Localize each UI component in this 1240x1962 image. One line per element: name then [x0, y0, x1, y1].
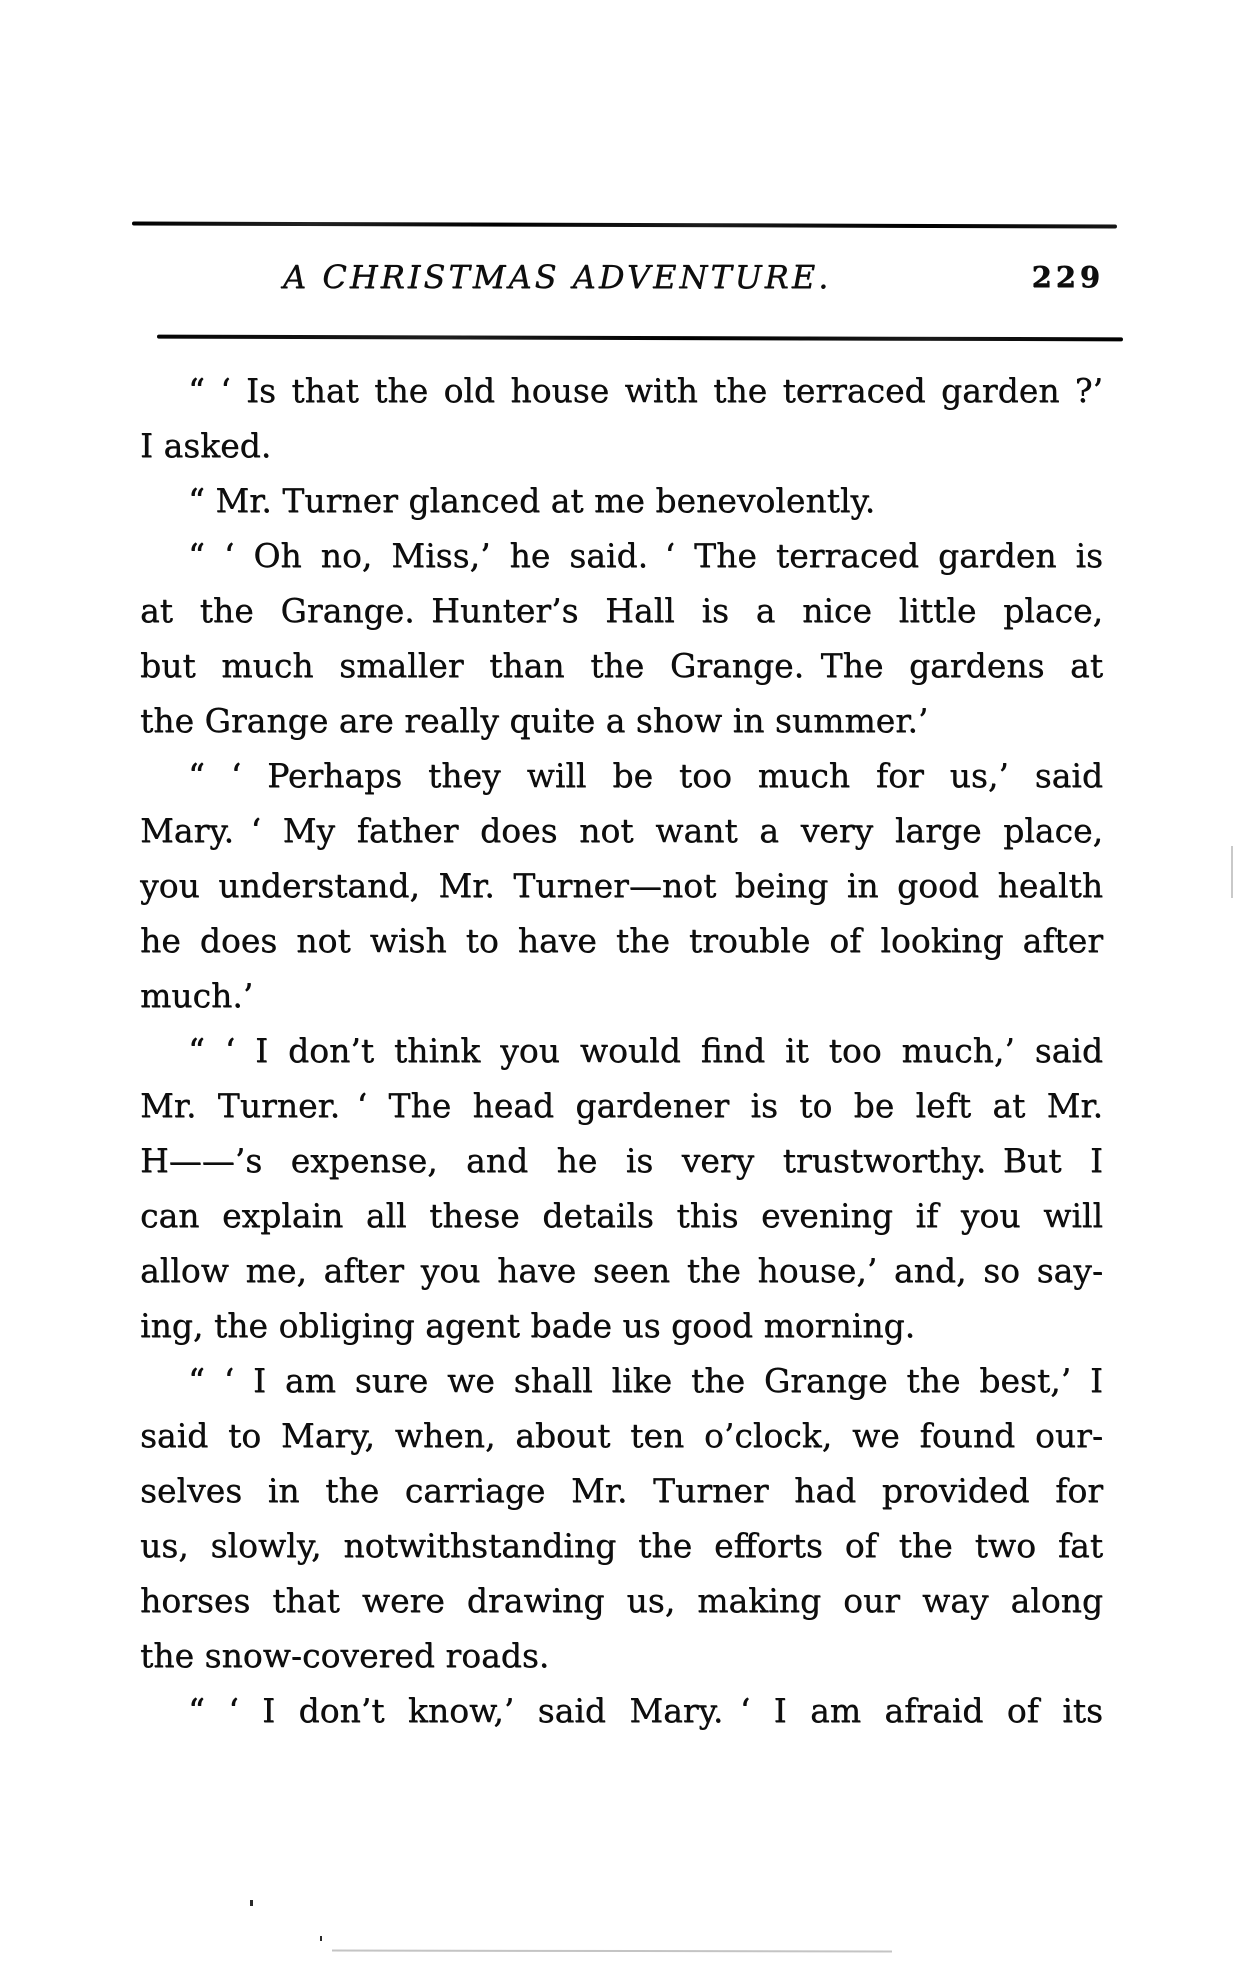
text-line: Mr. Turner. ‘ The head gardener is to be left at Mr.: [140, 1086, 1103, 1125]
text-line: can explain all these details this evening if you will: [140, 1196, 1103, 1235]
text-line: Mary. ‘ My father does not want a very large place,: [140, 811, 1103, 850]
scan-speck: [320, 1936, 322, 1941]
scan-edge-mark: [1231, 846, 1233, 898]
text-line: “ ‘ Perhaps they will be too much for us,’ said: [188, 756, 1103, 795]
text-line: the Grange are really quite a show in summer.’: [140, 701, 929, 740]
text-line: I asked.: [140, 426, 272, 465]
text-line: “ ‘ Oh no, Miss,’ he said. ‘ The terraced garden is: [188, 536, 1103, 575]
text-line: horses that were drawing us, making our way along: [140, 1581, 1103, 1620]
page-body-text: [140, 363, 1103, 1738]
header-rule-top: [132, 221, 1117, 228]
text-line: much.’: [140, 976, 254, 1015]
running-header-title: A CHRISTMAS ADVENTURE.: [283, 258, 832, 296]
text-line: “ ‘ Is that the old house with the terraced garden ?’: [188, 371, 1103, 410]
text-line: “ ‘ I am sure we shall like the Grange the best,’ I: [188, 1361, 1103, 1400]
scan-bottom-artifact: [332, 1950, 892, 1953]
text-line: us, slowly, notwithstanding the efforts of the two fat: [140, 1526, 1103, 1565]
text-line: “ ‘ I don’t think you would find it too much,’ said: [188, 1031, 1103, 1070]
text-line: the snow-covered roads.: [140, 1636, 550, 1675]
page-number: 229: [1031, 260, 1104, 294]
header-rule-bottom: [157, 335, 1123, 342]
text-line: “ Mr. Turner glanced at me benevolently.: [188, 481, 876, 520]
text-line: selves in the carriage Mr. Turner had provided for: [140, 1471, 1103, 1510]
text-line: but much smaller than the Grange. The gardens at: [140, 646, 1103, 685]
text-line: he does not wish to have the trouble of looking after: [140, 921, 1103, 960]
scan-speck: [250, 1900, 253, 1906]
text-line: ing, the obliging agent bade us good morning.: [140, 1306, 916, 1345]
text-line: H——’s expense, and he is very trustworthy. But I: [140, 1141, 1103, 1180]
text-line: at the Grange. Hunter’s Hall is a nice little place,: [140, 591, 1103, 630]
text-line: you understand, Mr. Turner—not being in good health: [140, 866, 1103, 905]
text-line: said to Mary, when, about ten o’clock, we found our-: [140, 1416, 1103, 1455]
text-line: allow me, after you have seen the house,’ and, so say-: [140, 1251, 1103, 1290]
text-line: “ ‘ I don’t know,’ said Mary. ‘ I am afraid of its: [188, 1691, 1103, 1730]
